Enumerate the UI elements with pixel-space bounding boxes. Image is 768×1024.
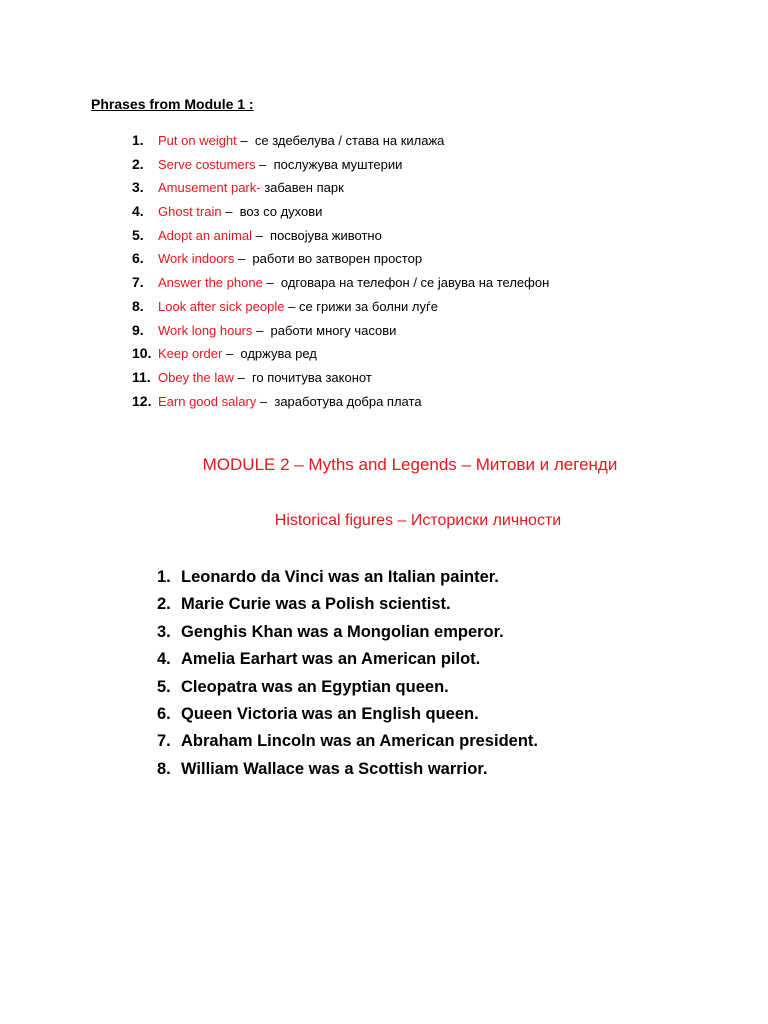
phrase-english: Look after sick people [158, 298, 285, 314]
phrase-item [132, 154, 549, 178]
phrase-macedonian: одговара на телефон / се јавува на телефон [280, 275, 550, 291]
figure-sentence: Leonardo da Vinci was an Italian painter. [181, 568, 499, 586]
figure-item [157, 702, 538, 729]
phrase-separator: – [262, 275, 281, 291]
figure-item [157, 592, 538, 619]
phrase-number: 2. [132, 155, 144, 172]
phrase-separator: – [252, 322, 271, 338]
phrase-english: Ghost train [158, 204, 222, 220]
figure-sentence: William Wallace was a Scottish warrior. [181, 759, 488, 778]
module1-heading: Phrases from Module 1 : [91, 96, 254, 112]
phrase-english: Answer the phone [158, 275, 263, 291]
phrases-list [132, 130, 549, 414]
phrase-item [132, 296, 549, 320]
figure-number: 5. [157, 677, 171, 696]
figure-sentence: Cleopatra was an Egyptian queen. [181, 677, 449, 696]
phrase-number: 3. [132, 179, 144, 196]
phrase-english: Serve costumers [158, 156, 256, 172]
figure-sentence: Genghis Khan was a Mongolian emperor. [181, 622, 504, 641]
figure-number: 3. [157, 622, 171, 641]
phrase-number: 5. [132, 226, 144, 243]
phrase-number: 6. [132, 250, 144, 267]
phrase-english: Work indoors [158, 251, 235, 267]
figure-sentence: Amelia Earhart was an American pilot. [181, 650, 481, 669]
phrase-english: Work long hours [158, 322, 253, 338]
phrase-item [132, 320, 549, 344]
phrase-item [132, 391, 549, 415]
figure-item [157, 620, 538, 647]
phrase-separator: – [233, 369, 252, 385]
phrase-item [132, 248, 549, 272]
phrase-english: Earn good salary [158, 393, 257, 409]
phrase-item [132, 201, 549, 225]
figure-item [157, 565, 538, 592]
phrase-english: Put on weight [158, 133, 237, 148]
phrase-macedonian: воз со духови [239, 204, 323, 220]
phrase-macedonian: одржува ред [240, 346, 317, 362]
phrase-macedonian: послужува муштерии [273, 156, 403, 172]
phrase-item [132, 343, 549, 367]
phrase-english: Amusement park- [158, 180, 261, 196]
figure-item [157, 675, 538, 702]
figure-number: 6. [157, 704, 171, 723]
phrase-english: Adopt an animal [158, 227, 252, 243]
phrase-separator: – [222, 346, 241, 362]
phrase-item [132, 130, 549, 154]
figure-item [157, 757, 538, 784]
phrase-english: Keep order [158, 346, 223, 362]
phrase-number: 10. [132, 345, 152, 362]
phrase-item [132, 367, 549, 391]
phrase-separator: – [251, 227, 271, 243]
phrase-macedonian: заработува добра плата [274, 393, 422, 409]
phrase-separator: – [284, 298, 299, 314]
phrase-item [132, 225, 549, 249]
phrase-english: Obey the law [158, 369, 234, 385]
phrase-number: 4. [132, 203, 144, 220]
phrase-macedonian: се грижи за болни луѓе [298, 298, 438, 314]
figure-sentence: Marie Curie was a Polish scientist. [181, 595, 451, 614]
phrase-separator: – [255, 156, 274, 172]
phrase-macedonian: работи во затворен простор [252, 251, 423, 267]
historical-figures-title: Historical figures – Историски личности [274, 512, 562, 529]
phrase-number: 12. [132, 392, 152, 409]
phrase-macedonian: посвојува животно [270, 227, 382, 243]
figure-item [157, 647, 538, 674]
phrase-separator: – [221, 204, 240, 220]
phrase-macedonian: забавен парк [264, 180, 344, 196]
phrase-item [132, 272, 549, 296]
phrase-separator: – [234, 251, 253, 267]
phrase-item [132, 177, 549, 201]
phrase-number: 9. [132, 321, 144, 338]
figure-sentence: Abraham Lincoln was an American president. [181, 732, 538, 751]
figure-number: 1. [157, 568, 171, 586]
figure-item [157, 729, 538, 756]
module2-title: MODULE 2 – Myths and Legends – Митови и легенди [202, 455, 618, 474]
figure-number: 8. [157, 759, 171, 778]
phrase-number: 7. [132, 274, 144, 291]
phrase-macedonian: се здебелува / става на килажа [254, 133, 445, 148]
phrase-separator: – [256, 393, 275, 409]
phrase-number: 8. [132, 297, 144, 314]
phrase-macedonian: работи многу часови [270, 322, 397, 338]
figure-number: 2. [157, 595, 171, 614]
figure-number: 4. [157, 650, 171, 669]
phrase-number: 11. [132, 368, 151, 385]
phrase-separator: – [236, 133, 255, 148]
historical-figures-list [157, 565, 538, 784]
phrase-number: 1. [132, 132, 144, 148]
figure-number: 7. [157, 732, 171, 751]
phrase-macedonian: го почитува законот [251, 369, 372, 385]
figure-sentence: Queen Victoria was an English queen. [181, 704, 479, 723]
